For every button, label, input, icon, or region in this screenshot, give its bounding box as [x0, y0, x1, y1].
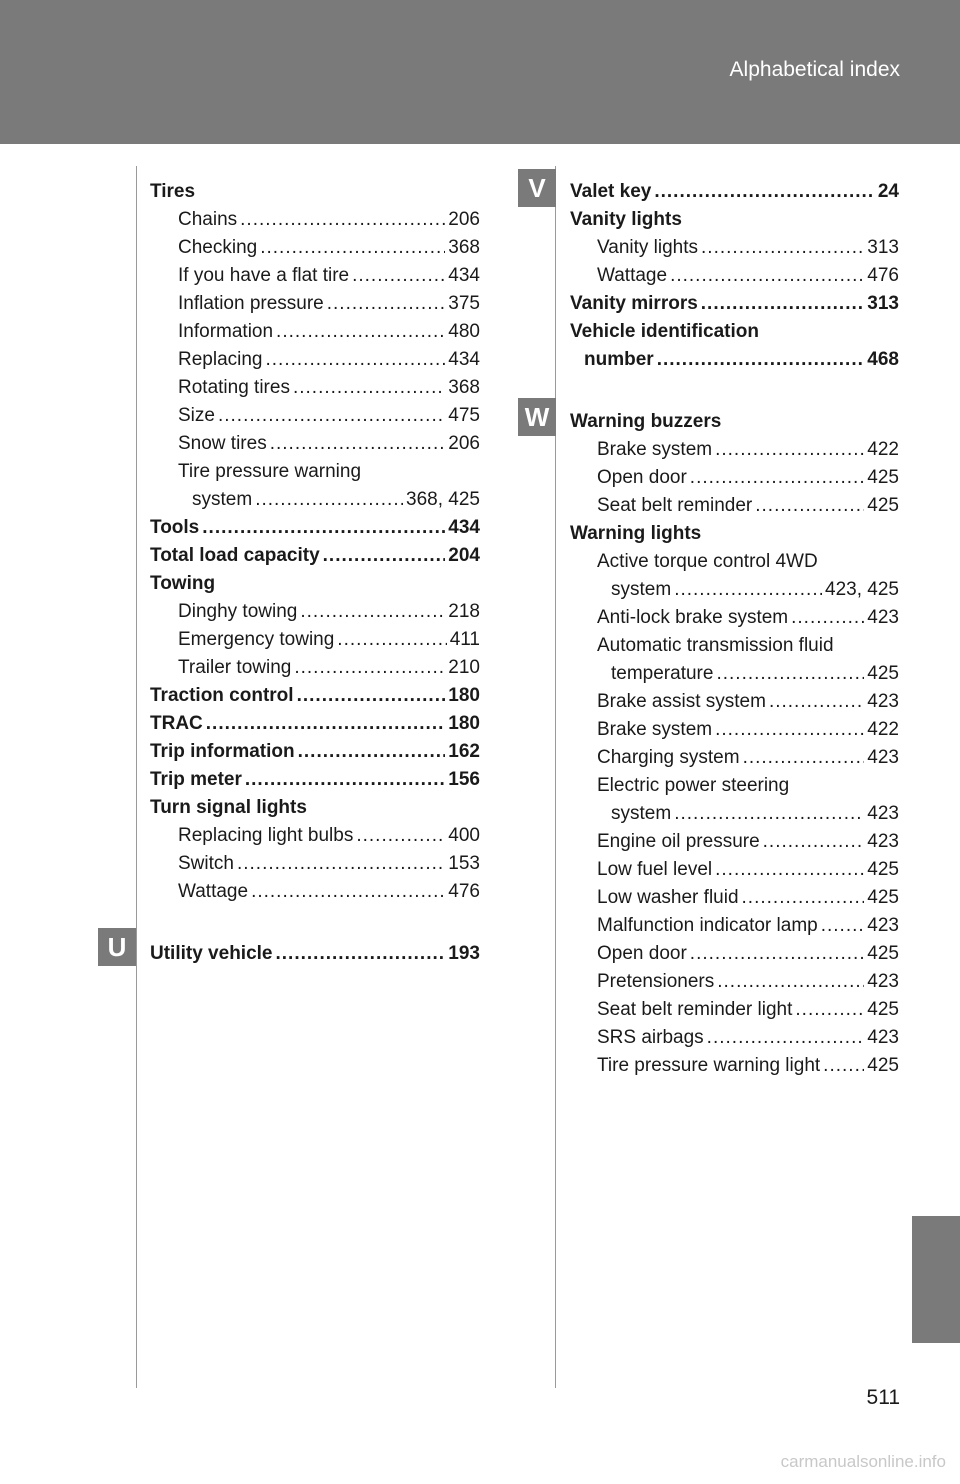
letter-tab-w: W [518, 398, 556, 436]
index-entry: Trip information ..... 162 [150, 738, 480, 766]
index-heading: Vanity lights [570, 209, 682, 230]
index-entry: Checking ..... 368 [178, 234, 480, 262]
index-entry: Tools ..... 434 [150, 514, 480, 542]
page-number: 511 [866, 1386, 900, 1409]
index-entry: Engine oil pressure ..... 423 [597, 828, 899, 856]
index-entry: Charging system ..... 423 [597, 744, 899, 772]
side-thumb-tab [912, 1216, 960, 1343]
sub-entries-towing [150, 598, 480, 682]
index-entry: Size ..... 475 [178, 402, 480, 430]
index-heading: Vehicle identification [570, 321, 759, 342]
index-entry: Open door ..... 425 [597, 464, 899, 492]
index-entry: Seat belt reminder ..... 425 [597, 492, 899, 520]
index-entry: Replacing ..... 434 [178, 346, 480, 374]
letter-tab-v: V [518, 169, 556, 207]
sub-entries-warning-buzzers [570, 436, 899, 520]
index-entry: Utility vehicle ..... 193 [150, 940, 480, 968]
index-entry: Wattage ..... 476 [597, 262, 899, 290]
index-entry: Trip meter ..... 156 [150, 766, 480, 794]
index-entry: Snow tires ..... 206 [178, 430, 480, 458]
index-entry: Total load capacity ..... 204 [150, 542, 480, 570]
index-entry-line: Tire pressure warning [178, 461, 362, 482]
index-entry: Seat belt reminder light ..... 425 [597, 996, 899, 1024]
sub-entries-turn-signal [150, 822, 480, 906]
index-entry: Replacing light bulbs ..... 400 [178, 822, 480, 850]
index-entry: Open door ..... 425 [597, 940, 899, 968]
index-entry: Emergency towing ..... 411 [178, 626, 480, 654]
index-entry: Tire pressure warning light ..... 425 [597, 1052, 899, 1080]
index-entry: Low fuel level ..... 425 [597, 856, 899, 884]
sub-entries-tires [150, 206, 480, 514]
index-entry: Low washer fluid ..... 425 [597, 884, 899, 912]
index-entry: Switch ..... 153 [178, 850, 480, 878]
index-entry: Traction control ..... 180 [150, 682, 480, 710]
index-entry: Brake system ..... 422 [597, 436, 899, 464]
index-heading: Turn signal lights [150, 797, 307, 818]
index-entry: Rotating tires ..... 368 [178, 374, 480, 402]
index-entry: system ..... 423, 425 [597, 576, 899, 604]
index-entry: Inflation pressure ..... 375 [178, 290, 480, 318]
index-entry: Chains ..... 206 [178, 206, 480, 234]
index-entry: system ..... 368, 425 [178, 486, 480, 514]
letter-tab-u: U [98, 928, 136, 966]
index-entry: temperature ..... 425 [597, 660, 899, 688]
column-rule-right [555, 166, 556, 1388]
index-entry-line: Active torque control 4WD [597, 551, 818, 572]
index-entry: Vanity mirrors ..... 313 [570, 290, 899, 318]
header-band [0, 0, 960, 144]
index-entry: number ..... 468 [570, 346, 899, 374]
index-entry: Pretensioners ..... 423 [597, 968, 899, 996]
sub-entries-vanity-lights [570, 234, 899, 290]
index-column-right [570, 178, 899, 1080]
watermark: carmanualsonline.info [780, 1452, 946, 1471]
section-title: Alphabetical index [729, 58, 900, 81]
index-heading: Tires [150, 181, 196, 202]
index-heading: Towing [150, 573, 216, 594]
index-entry: If you have a flat tire ..... 434 [178, 262, 480, 290]
index-entry: SRS airbags ..... 423 [597, 1024, 899, 1052]
index-entry: Wattage ..... 476 [178, 878, 480, 906]
index-heading: Warning buzzers [570, 411, 722, 432]
index-entry: Anti-lock brake system ..... 423 [597, 604, 899, 632]
index-entry: Brake system ..... 422 [597, 716, 899, 744]
index-entry: Information ..... 480 [178, 318, 480, 346]
index-entry-line: Electric power steering [597, 775, 790, 796]
index-entry: Trailer towing ..... 210 [178, 654, 480, 682]
sub-entries-warning-lights [570, 548, 899, 1080]
index-entry: Malfunction indicator lamp ..... 423 [597, 912, 899, 940]
index-heading: Warning lights [570, 523, 702, 544]
index-entry: Vanity lights ..... 313 [597, 234, 899, 262]
index-entry: Dinghy towing ..... 218 [178, 598, 480, 626]
index-entry-line: Automatic transmission fluid [597, 635, 834, 656]
index-entry: Valet key ..... 24 [570, 178, 899, 206]
index-column-left [150, 178, 480, 968]
index-entry: system ..... 423 [597, 800, 899, 828]
column-rule-left [136, 166, 137, 1388]
index-entry: TRAC ..... 180 [150, 710, 480, 738]
index-entry: Brake assist system ..... 423 [597, 688, 899, 716]
